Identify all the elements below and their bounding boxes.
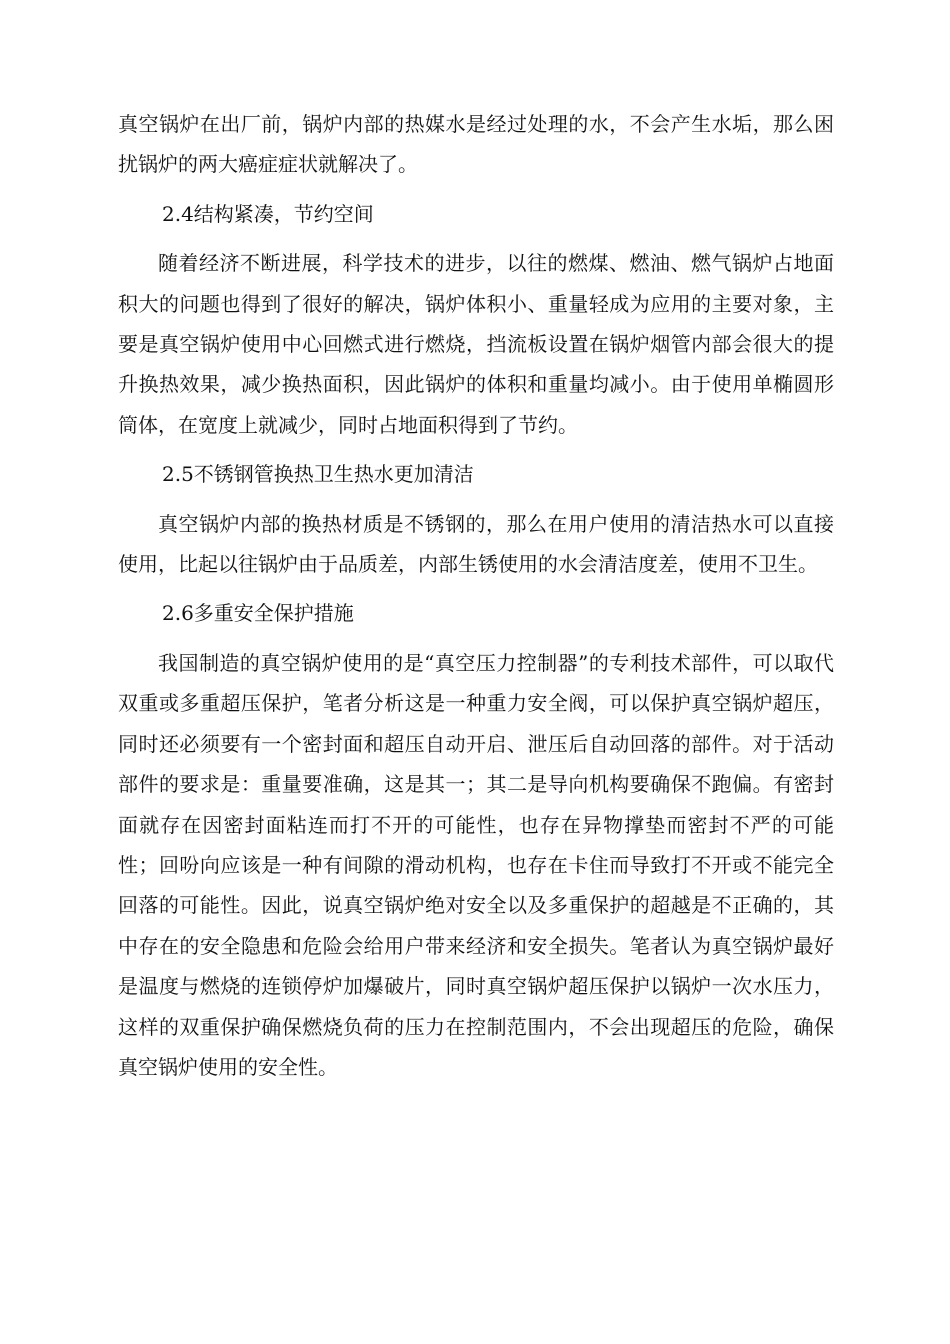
paragraph-compact-structure: 随着经济不断进展，科学技术的进步，以往的燃煤、燃油、燃气锅炉占地面积大的问题也得到了很好的解决，锅炉体积小、重量轻成为应用的主要对象，主要是真空锅炉使用中心回燃式进行燃烧，挡流板设置在锅炉烟管内部会很大的提升换热效果，减少换热面积，因此锅炉的体积和重量均减小。由于使用单椭圆形筒体，在宽度上就减少，同时占地面积得到了节约。 — [118, 251, 834, 437]
section-heading-2-5: 2.5不锈钢管换热卫生热水更加清洁 — [162, 462, 474, 487]
section-heading-2-6: 2.6多重安全保护措施 — [162, 601, 354, 626]
document-page — [118, 104, 834, 1096]
section-heading-2-4: 2.4结构紧凑，节约空间 — [162, 201, 374, 226]
paragraph-stainless-steel: 真空锅炉内部的换热材质是不锈钢的，那么在用户使用的清洁热水可以直接使用，比起以往锅炉由于品质差，内部生锈使用的水会清洁度差，使用不卫生。 — [118, 511, 834, 577]
paragraph-continued: 真空锅炉在出厂前，锅炉内部的热媒水是经过处理的水，不会产生水垢，那么困扰锅炉的两大癌症症状就解决了。 — [118, 112, 834, 177]
paragraph-safety-protection: 我国制造的真空锅炉使用的是“真空压力控制器”的专利技术部件，可以取代双重或多重超压保护，笔者分析这是一种重力安全阀，可以保护真空锅炉超压，同时还必须要有一个密封面和超压自动开启、泄压后自动回落的部件。对于活动部件的要求是：重量要准确，这是其一；其二是导向机构要确保不跑偏。有密封面就存在因密封面粘连而打不开的可能性，也存在异物撑垫而密封不严的可能性；回吩向应该是一种有间隙的滑动机构，也存在卡住而导致打不开或不能完全回落的可能性。因此，说真空锅炉绝对安全以及多重保护的超越是不正确的，其中存在的安全隐患和危险会给用户带来经济和安全损失。笔者认为真空锅炉最好是温度与燃烧的连锁停炉加爆破片，同时真空锅炉超压保护以锅炉一次水压力，这样的双重保护确保燃烧负荷的压力在控制范围内，不会出现超压的危险，确保真空锅炉使用的安全性。 — [118, 650, 834, 1079]
